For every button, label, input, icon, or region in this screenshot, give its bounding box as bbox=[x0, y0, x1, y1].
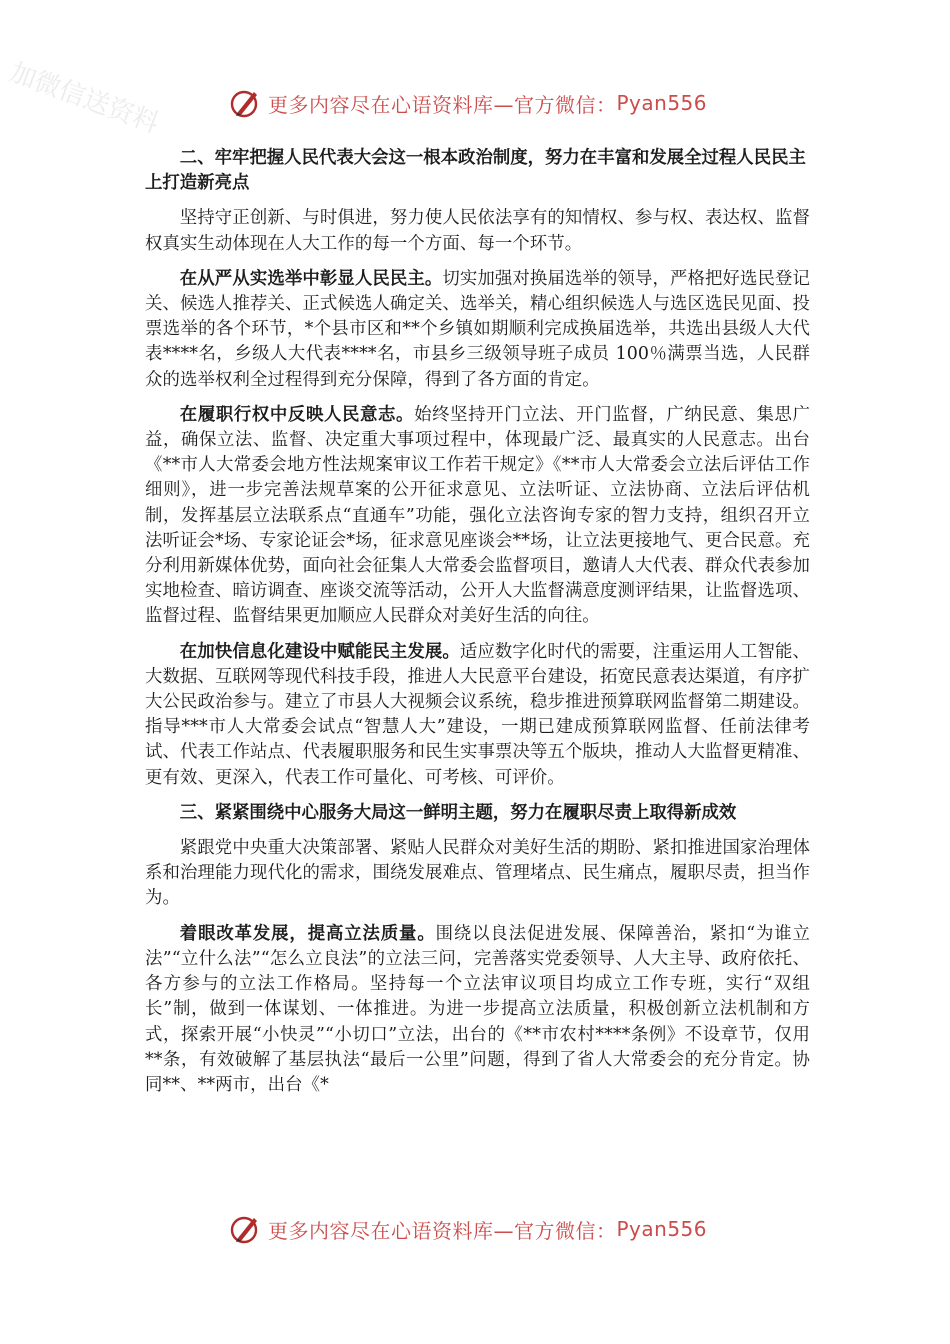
paragraph-lead: 着眼改革发展，提高立法质量。 bbox=[179, 923, 436, 944]
paragraph bbox=[145, 640, 810, 791]
paragraph-text: 围绕以良法促进发展、保障善治，紧扣“为谁立法”“立什么法”“怎么立良法”的立法三问，完善落实党委领导、人大主导、政府依托、各方参与的立法工作格局。坚持每一个立法审议项目均成立工作专班，实行“双组长”制，做到一体谋划、一体推进。为进一步提高立法质量，积极创新立法机制和方式，探索开展“小快灵”“小切口”立法，出台的《**市农村****条例》不设章节，仅用**条，有效破解了基层执法“最后一公里”问题，得到了省人大常委会的充分肯定。协同**、**两市，出台《* bbox=[145, 923, 810, 1095]
pen-logo-icon bbox=[228, 86, 262, 120]
paragraph bbox=[145, 206, 810, 256]
paragraph bbox=[145, 403, 810, 630]
paragraph-text: 始终坚持开门立法、开门监督，广纳民意、集思广益，确保立法、监督、决定重大事项过程中，体现最广泛、最真实的人民意志。出台《**市人大常委会地方性法规案审议工作若干规定》《**市人大常委会立法后评估工作细则》，进一步完善法规草案的公开征求意见、立法听证、立法协商、立法后评估机制，发挥基层立法联系点“直通车”功能，强化立法咨询专家的智力支持，组织召开立法听证会*场、专家论证会*场，征求意见座谈会**场，让立法更接地气、更合民意。充分利用新媒体优势，面向社会征集人大常委会监督项目，邀请人大代表、群众代表参加实地检查、暗访调查、座谈交流等活动，公开人大监督满意度测评结果，让监督选项、监督过程、监督结果更加顺应人民群众对美好生活的向往。 bbox=[145, 404, 811, 627]
paragraph-text: 坚持守正创新、与时俱进，努力使人民依法享有的知情权、参与权、表达权、监督权真实生动体现在人大工作的每一个方面、每一个环节。 bbox=[145, 208, 810, 254]
document-body bbox=[145, 146, 810, 1108]
banner-wechat-id: Pyan556 bbox=[616, 91, 708, 115]
paragraph-text: 适应数字化时代的需要，注重运用人工智能、大数据、互联网等现代科技手段，推进人大民意平台建设，拓宽民意表达渠道，有序扩大公民政治参与。建立了市县人大视频会议系统，稳步推进预算联网监督第二期建设。指导***市人大常委会试点“智慧人大”建设，一期已建成预算联网监督、任前法律考试、代表工作站点、代表履职服务和民生实事票决等五个版块，推动人大监督更精准、更有效、更深入，代表工作可量化、可考核、可评价。 bbox=[145, 641, 810, 788]
section-heading: 三、紧紧围绕中心服务大局这一鲜明主题，努力在履职尽责上取得新成效 bbox=[179, 802, 737, 823]
watermark-text: 加微信送资料 bbox=[5, 57, 163, 140]
paragraph-lead: 在加快信息化建设中赋能民主发展。 bbox=[179, 641, 460, 662]
paragraph bbox=[145, 836, 810, 912]
paragraph bbox=[145, 922, 810, 1098]
banner-wechat-id: Pyan556 bbox=[616, 1217, 708, 1241]
banner-text: 更多内容尽在心语资料库—官方微信： bbox=[268, 1218, 617, 1243]
paragraph-lead: 在履职行权中反映人民意志。 bbox=[179, 404, 415, 425]
paragraph-text: 切实加强对换届选举的领导，严格把好选民登记关、候选人推荐关、正式候选人确定关、选举关，精心组织候选人与选区选民见面、投票选举的各个环节，*个县市区和**个乡镇如期顺利完成换届选举，共选出县级人大代表****名，乡级人大代表****名，市县乡三级领导班子成员 100％满票当选，人民群众的选举权利全过程得到充分保障，得到了各方面的肯定。 bbox=[145, 268, 810, 390]
paragraph bbox=[145, 267, 810, 393]
pen-logo-icon bbox=[228, 1212, 262, 1246]
paragraph-lead: 在从严从实选举中彰显人民民主。 bbox=[179, 268, 443, 289]
section-heading: 二、牢牢把握人民代表大会这一根本政治制度，努力在丰富和发展全过程人民民主上打造新亮点 bbox=[145, 148, 806, 194]
footer-banner bbox=[228, 1212, 707, 1246]
paragraph-text: 紧跟党中央重大决策部署、紧贴人民群众对美好生活的期盼、紧扣推进国家治理体系和治理能力现代化的需求，围绕发展难点、管理堵点、民生痛点，履职尽责，担当作为。 bbox=[145, 838, 810, 909]
banner-text: 更多内容尽在心语资料库—官方微信： bbox=[268, 92, 617, 117]
header-banner bbox=[228, 86, 707, 120]
